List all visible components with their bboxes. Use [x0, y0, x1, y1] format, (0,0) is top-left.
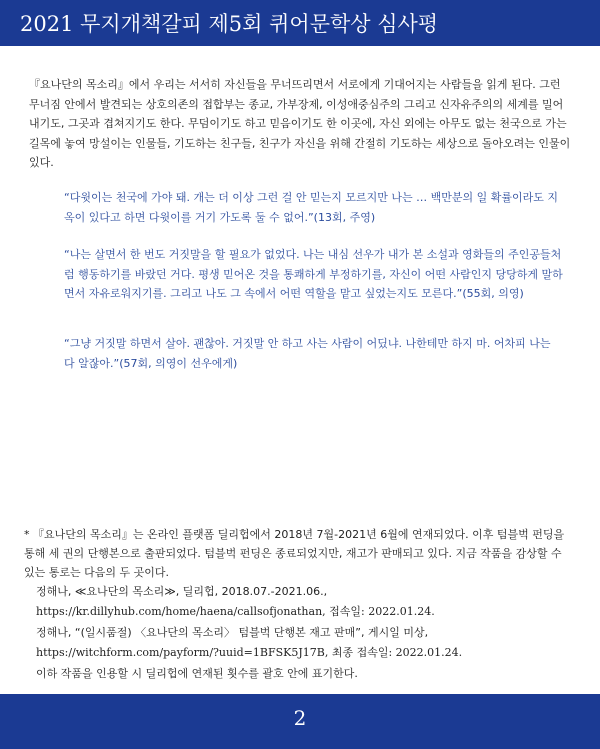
reference-list	[36, 582, 576, 684]
footer-bar	[0, 694, 600, 749]
quote-1: “다윗이는 천국에 가야 돼. 개는 더 이상 그런 걸 안 믿는지 모르지만 나는 … 백만분의 일 확률이라도 지옥이 있다고 하면 다윗이를 거기 가도록 둘 수 없어.”(13회, 주영)	[64, 191, 559, 224]
page-number: 2	[293, 706, 307, 730]
page-title: 2021 무지개책갈피 제5회 퀴어문학상 심사평	[20, 12, 439, 36]
body-paragraph: 『요나단의 목소리』에서 우리는 서서히 자신들을 무너뜨리면서 서로에게 기대어지는 사람들을 읽게 된다. 그런 무너짐 안에서 발견되는 상호의존의 접합부는 종교, 가부장제, 이성애중심주의 그리고 신자유주의의 세계를 밀어내기도, 그곳과 겹쳐지기도 한다. 무덤이기도 하고 믿음이기도 한 이곳에, 자신 외에는 아무도 없는 천국으로 가는 길목에 놓여 망설이는 인물들, 기도하는 친구들, 친구가 자신을 위해 간절히 기도하는 세상으로 돌아오려는 인물이 있다.	[29, 78, 571, 170]
quote-3: “그냥 거짓말 하면서 살아. 괜찮아. 거짓말 안 하고 사는 사람이 어딨냐. 나한테만 하지 마. 어차피 나는 다 알잖아.”(57회, 의영이 선우에게)	[64, 337, 551, 370]
header-bar	[0, 0, 600, 46]
quote-2: “나는 살면서 한 번도 거짓말을 할 필요가 없었다. 나는 내심 선우가 내가 본 소설과 영화들의 주인공들처럼 행동하기를 바랐던 거다. 평생 믿어온 것을 통쾌하게 부정하기를, 자신이 어떤 사람인지 당당하게 말하면서 자유로워지기를. 그리고 나도 그 속에서 어떤 역할을 맡고 싶었는지도 모른다.”(55회, 의영)	[64, 248, 563, 301]
footnote: * 『요나단의 목소리』는 온라인 플랫폼 딜리헙에서 2018년 7월-2021년 6월에 연재되었다. 이후 텀블벅 펀딩을 통해 세 권의 단행본으로 출판되었다. 텀블벅 펀딩은 종료되었지만, 재고가 판매되고 있다. 지금 작품을 감상할 수 있는 통로는 다음의 두 곳이다.	[24, 528, 565, 580]
reference-line: 정해나, “(일시품절) 〈요나단의 목소리〉 텀블벅 단행본 재고 판매”, 게시일 미상,	[36, 625, 429, 639]
reference-url-witchform[interactable]: https://witchform.com/payform/?uuid=1BFSK5J17B, 최종 접속일: 2022.01.24.	[36, 646, 463, 660]
reference-note: 이하 작품을 인용할 시 딜리헙에 연재된 횟수를 괄호 안에 표기한다.	[36, 666, 358, 680]
reference-line: 정해나, ≪요나단의 목소리≫, 딜리헙, 2018.07.-2021.06.,	[36, 585, 328, 598]
reference-url-dillyhub[interactable]: https://kr.dillyhub.com/home/haena/callsofjonathan, 접속일: 2022.01.24.	[36, 605, 435, 619]
